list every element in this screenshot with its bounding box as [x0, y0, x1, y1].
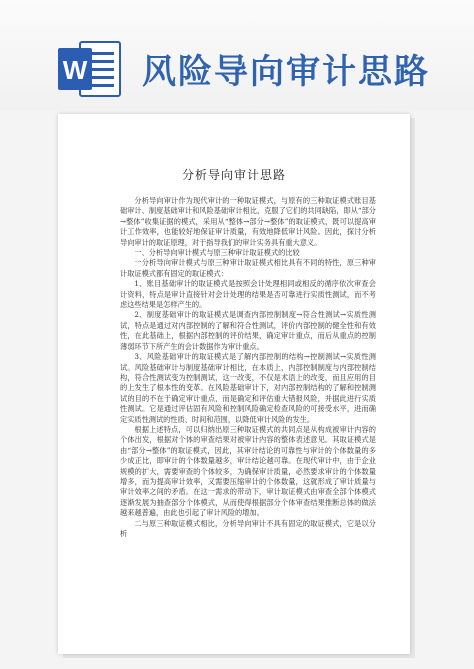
paragraph: 根据上述特点，可以归纳出原三种取证模式的共同点是从构成被审计内容的个体出发，根据对个体的审查结果对被审计内容的整体表述意见。其取证模式是由“部分→整体”的取证模式，因此，其审计结论的可靠性与审计的个体数量的多少成正比，即审计的个体数量越多，审计结论越可靠。在现代审计中，由于企业规模的扩大，需要审查的个体较多，为确保审计质量，必然要求审计的个体数量增多，而为提高审计效率，又需要压缩审计的个体数量，这就形成了审计质量与审计效率之间的矛盾。在这一需求的带动下，审计取证模式由审查全部个体模式逐渐发展为抽查部分个体模式，从而使得根据部分个体审查结果推断总体的做法越来越普遍，由此也引起了审计风险的增加。 [120, 424, 376, 518]
paragraph: 一分析导向审计模式与原三种审计取证模式相比具有不同的特性，原三种审计取证模式都有固定的取证模式： [120, 258, 376, 278]
paragraph: 1、账目基础审计的取证模式是按照会计处理相同或相反的循序依次审查会计资料，特点是审计直接针对会计处理的结果是否可靠进行实质性测试，而不考虑这些结果是怎样产生的。 [120, 279, 376, 310]
paragraph: 一、分析导向审计模式与原三种审计取证模式的比较 [134, 248, 300, 258]
paragraph: 2、制度基础审计的取证模式是调查内部控制制度→符合性测试→实质性测试，特点是通过对内部控制的了解和符合性测试，评价内部控制的健全性和有效性，在此基础上，根据内部控制的评价结果，确定审计重点，而后从重点的控制薄弱环节下所产生的会计数据作为审计重点。 [120, 310, 376, 351]
document-title: 分析导向审计思路 [181, 168, 286, 182]
paragraph: 分析导向审计作为现代审计的一种取证模式，与原有的三种取证模式账目基础审计、制度基础审计和风险基础审计相比，克服了它们的共同缺陷，即从“部分→整体”收集证据的模式，采用从“整体→部分→整体”的取证模式，既可以提高审计工作效率，也能较好地保证审计质量，有效地降低审计风险。因此，探讨分析导向审计的取证原理，对于指导我们的审计实务具有重大意义。 [120, 196, 376, 247]
page-title: 风险导向审计思路 [142, 52, 430, 92]
word-document-icon [56, 36, 124, 102]
paragraph: 3、风险基础审计的取证模式是了解内部控制的结构→控制测试→实质性测试。风险基础审计与制度基础审计相比，在本质上，内部控制制度与内部控制结构，符合性测试变为控制测试，这一改变，不仅是术语上的改变，而且应用的目的上发生了根本性的变革。在风险基础审计下，对内部控制结构的了解和控制测试的目的不在于确定审计重点，而是确定和评估重大错报风险，并据此进行实质性测试。它是通过评估固有风险和控制风险确定检查风险的可接受水平，进而确定实质性测试的性质、时间和范围，以降低审计风险的发生。 [120, 352, 376, 424]
document-body [120, 196, 376, 539]
document-page [58, 114, 410, 654]
paragraph: 二与原三种取证模式相比，分析导向审计不具有固定的取证模式，它是以分析 [120, 518, 376, 538]
word-icon-letter: W [62, 55, 88, 85]
header-banner [0, 0, 474, 110]
